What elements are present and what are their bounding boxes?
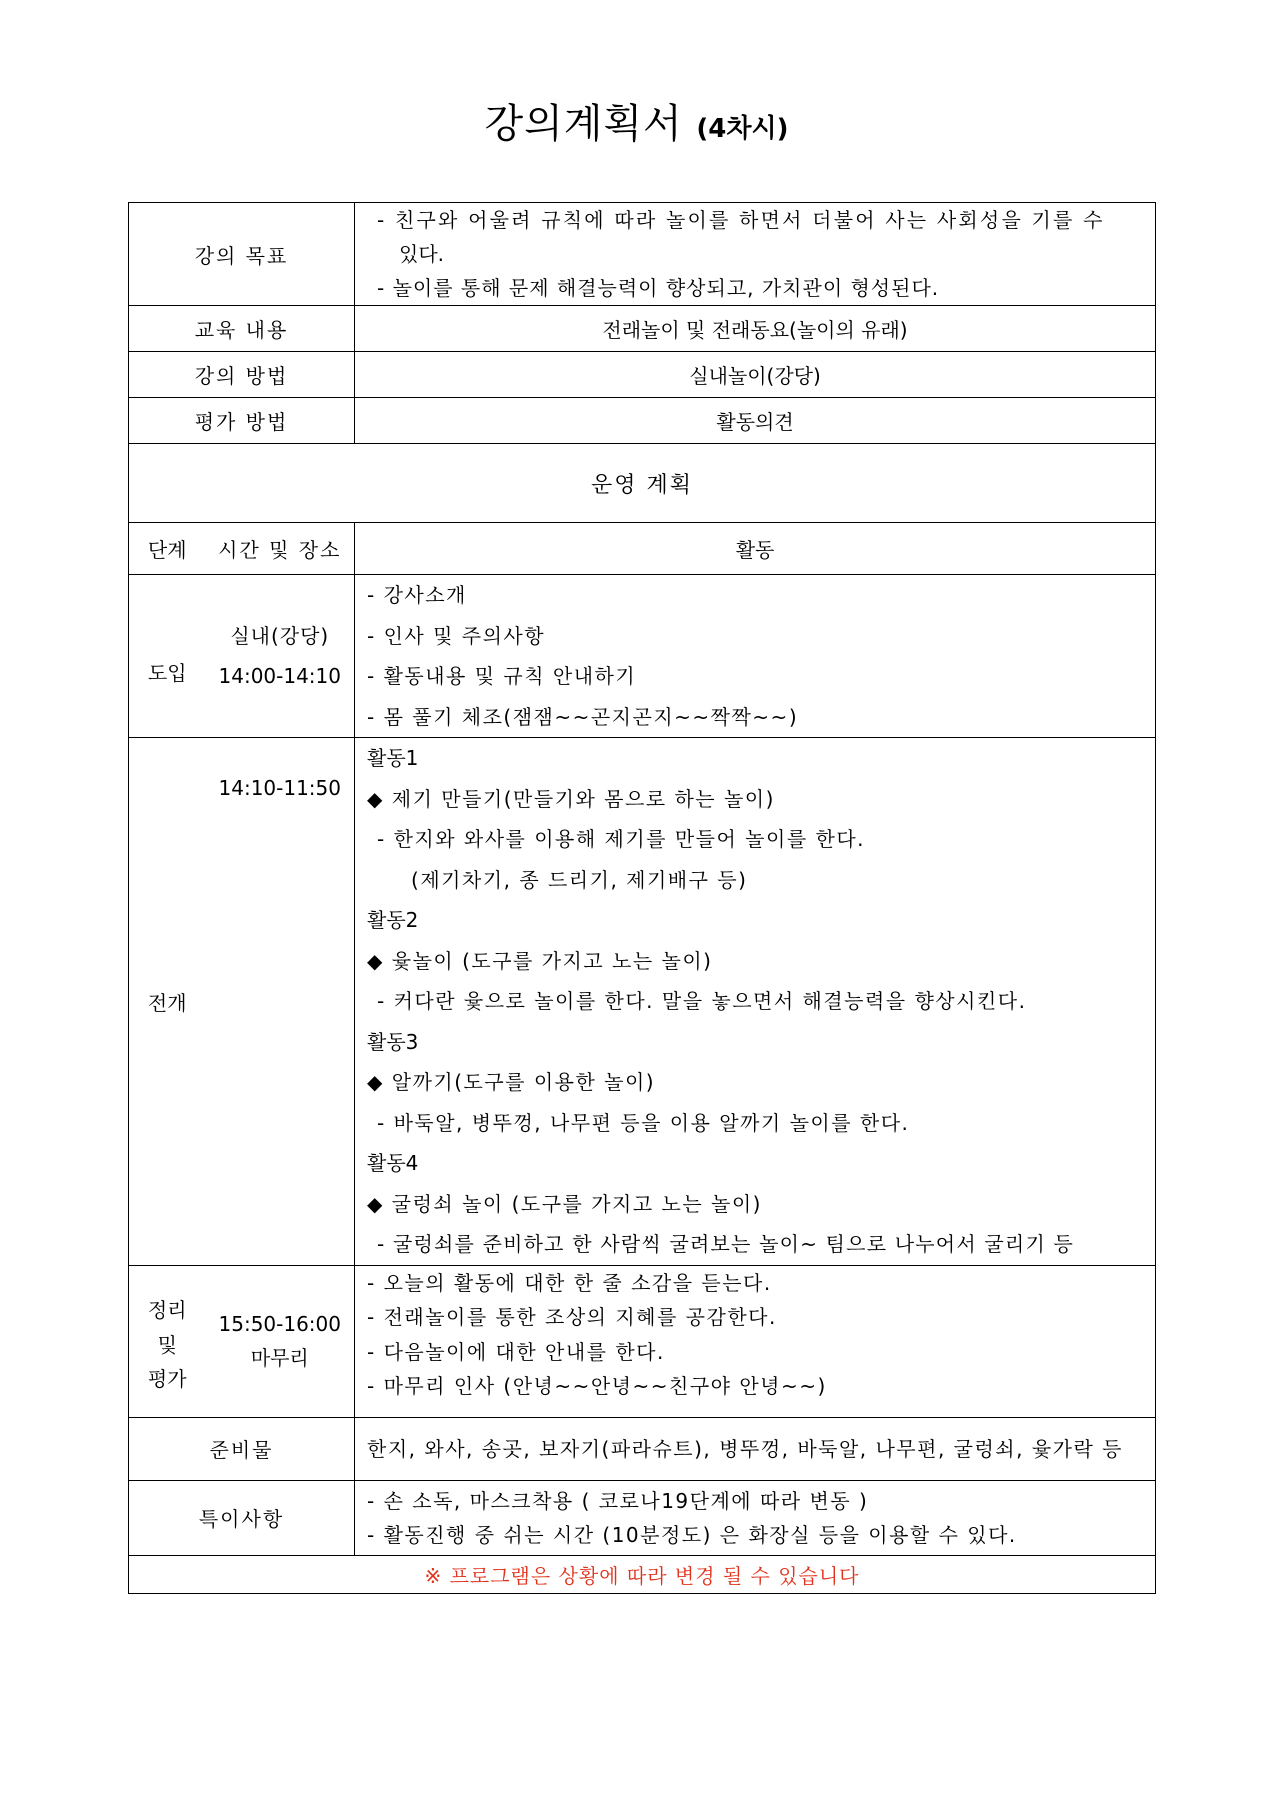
eval-label: 평가 방법 (129, 398, 355, 444)
page-title (0, 92, 1273, 149)
intro-row (129, 575, 1156, 738)
lecture-plan-table (128, 202, 1156, 1594)
intro-stage: 도입 (129, 575, 206, 738)
main-activities (355, 738, 1156, 1266)
activity-title: ◆ 알까기(도구를 이용한 놀이) (367, 1070, 656, 1094)
intro-activity: - 활동내용 및 규칙 안내하기 (367, 664, 637, 688)
activity-desc: - 한지와 와사를 이용해 제기를 만들어 놀이를 한다. (377, 827, 865, 851)
wrap-stage-line: 및 (157, 1332, 177, 1357)
activity-heading: 활동3 (367, 1029, 419, 1054)
note-line: - 손 소독, 마스크착용 ( 코로나19단계에 따라 변동 ) (367, 1488, 869, 1513)
wrap-time: 15:50-16:00 (218, 1311, 341, 1336)
wrap-activity: - 마무리 인사 (안녕~~안녕~~친구야 안녕~~) (367, 1374, 827, 1398)
goal-line-3: - 놀이를 통해 문제 해결능력이 향상되고, 가치관이 형성된다. (377, 276, 940, 300)
header-time-place: 시간 및 장소 (206, 523, 355, 575)
intro-time: 14:00-14:10 (218, 664, 341, 688)
goal-cell (355, 203, 1156, 306)
materials-label: 준비물 (129, 1417, 355, 1480)
wrap-stage-line: 평가 (147, 1367, 187, 1392)
plan-section-title: 운영 계획 (129, 444, 1156, 523)
activity-title: ◆ 제기 만들기(만들기와 몸으로 하는 놀이) (367, 786, 775, 811)
header-activity: 활동 (355, 523, 1156, 575)
wrap-activity: - 오늘의 활동에 대한 한 줄 소감을 듣는다. (367, 1270, 772, 1295)
goal-line-2: 있다. (399, 242, 445, 266)
materials-row (129, 1417, 1156, 1480)
content-label: 교육 내용 (129, 306, 355, 352)
title-suffix: (4차시) (696, 114, 789, 144)
goal-line-1: - 친구와 어울려 규칙에 따라 놀이를 하면서 더불어 사는 사회성을 기를 수 (377, 208, 1105, 232)
plan-section-row (129, 444, 1156, 523)
intro-activity: - 몸 풀기 체조(잼잼~~곤지곤지~~짝짝~~) (367, 704, 799, 729)
content-value: 전래놀이 및 전래동요(놀이의 유래) (355, 306, 1156, 352)
footer-note: ※ 프로그램은 상황에 따라 변경 될 수 있습니다 (129, 1555, 1156, 1593)
method-label: 강의 방법 (129, 352, 355, 398)
wrap-activity: - 전래놀이를 통한 조상의 지혜를 공감한다. (367, 1305, 777, 1329)
activity-heading: 활동4 (367, 1151, 419, 1175)
activity-title: ◆ 굴렁쇠 놀이 (도구를 가지고 노는 놀이) (367, 1191, 762, 1216)
main-row (129, 738, 1156, 1266)
note-line: - 활동진행 중 쉬는 시간 (10분정도) 은 화장실 등을 이용할 수 있다. (367, 1522, 1017, 1547)
activity-desc: - 바둑알, 병뚜껑, 나무편 등을 이용 알까기 놀이를 한다. (377, 1110, 910, 1135)
intro-time-place (206, 575, 355, 738)
activity-desc: (제기차기, 종 드리기, 제기배구 등) (411, 867, 748, 892)
intro-activity: - 인사 및 주의사항 (367, 623, 546, 648)
notes-label: 특이사항 (129, 1480, 355, 1555)
wrap-activities (355, 1265, 1156, 1417)
intro-place: 실내(강당) (230, 623, 330, 648)
main-time: 14:10-11:50 (206, 738, 355, 1266)
goal-label: 강의 목표 (129, 203, 355, 306)
activity-desc: - 커다란 윷으로 놀이를 한다. 말을 놓으면서 해결능력을 향상시킨다. (377, 989, 1027, 1013)
wrap-stage-line: 정리 (147, 1298, 187, 1323)
notes-cell (355, 1480, 1156, 1555)
wrap-place: 마무리 (250, 1346, 309, 1370)
goal-row (129, 203, 1156, 306)
wrap-stage (129, 1265, 206, 1417)
activity-desc: - 굴렁쇠를 준비하고 한 사람씩 굴려보는 놀이~ 팀으로 나누어서 굴리기 등 (377, 1232, 1075, 1256)
intro-activities (355, 575, 1156, 738)
method-row (129, 352, 1156, 398)
activity-heading: 활동2 (367, 908, 419, 932)
eval-value: 활동의견 (355, 398, 1156, 444)
wrap-time-place (206, 1265, 355, 1417)
activity-title: ◆ 윷놀이 (도구를 가지고 노는 놀이) (367, 948, 713, 973)
notes-row (129, 1480, 1156, 1555)
materials-value: 한지, 와사, 송곳, 보자기(파라슈트), 병뚜껑, 바둑알, 나무편, 굴렁쇠, 윷가락 등 (355, 1417, 1156, 1480)
intro-activity: - 강사소개 (367, 583, 467, 607)
main-stage: 전개 (129, 738, 206, 1266)
method-value: 실내놀이(강당) (355, 352, 1156, 398)
wrap-row (129, 1265, 1156, 1417)
header-stage: 단계 (129, 523, 206, 575)
eval-row (129, 398, 1156, 444)
footer-row (129, 1555, 1156, 1593)
plan-header-row (129, 523, 1156, 575)
title-text: 강의계획서 (484, 101, 683, 147)
content-row (129, 306, 1156, 352)
wrap-activity: - 다음놀이에 대한 안내를 한다. (367, 1339, 665, 1364)
activity-heading: 활동1 (367, 746, 419, 770)
